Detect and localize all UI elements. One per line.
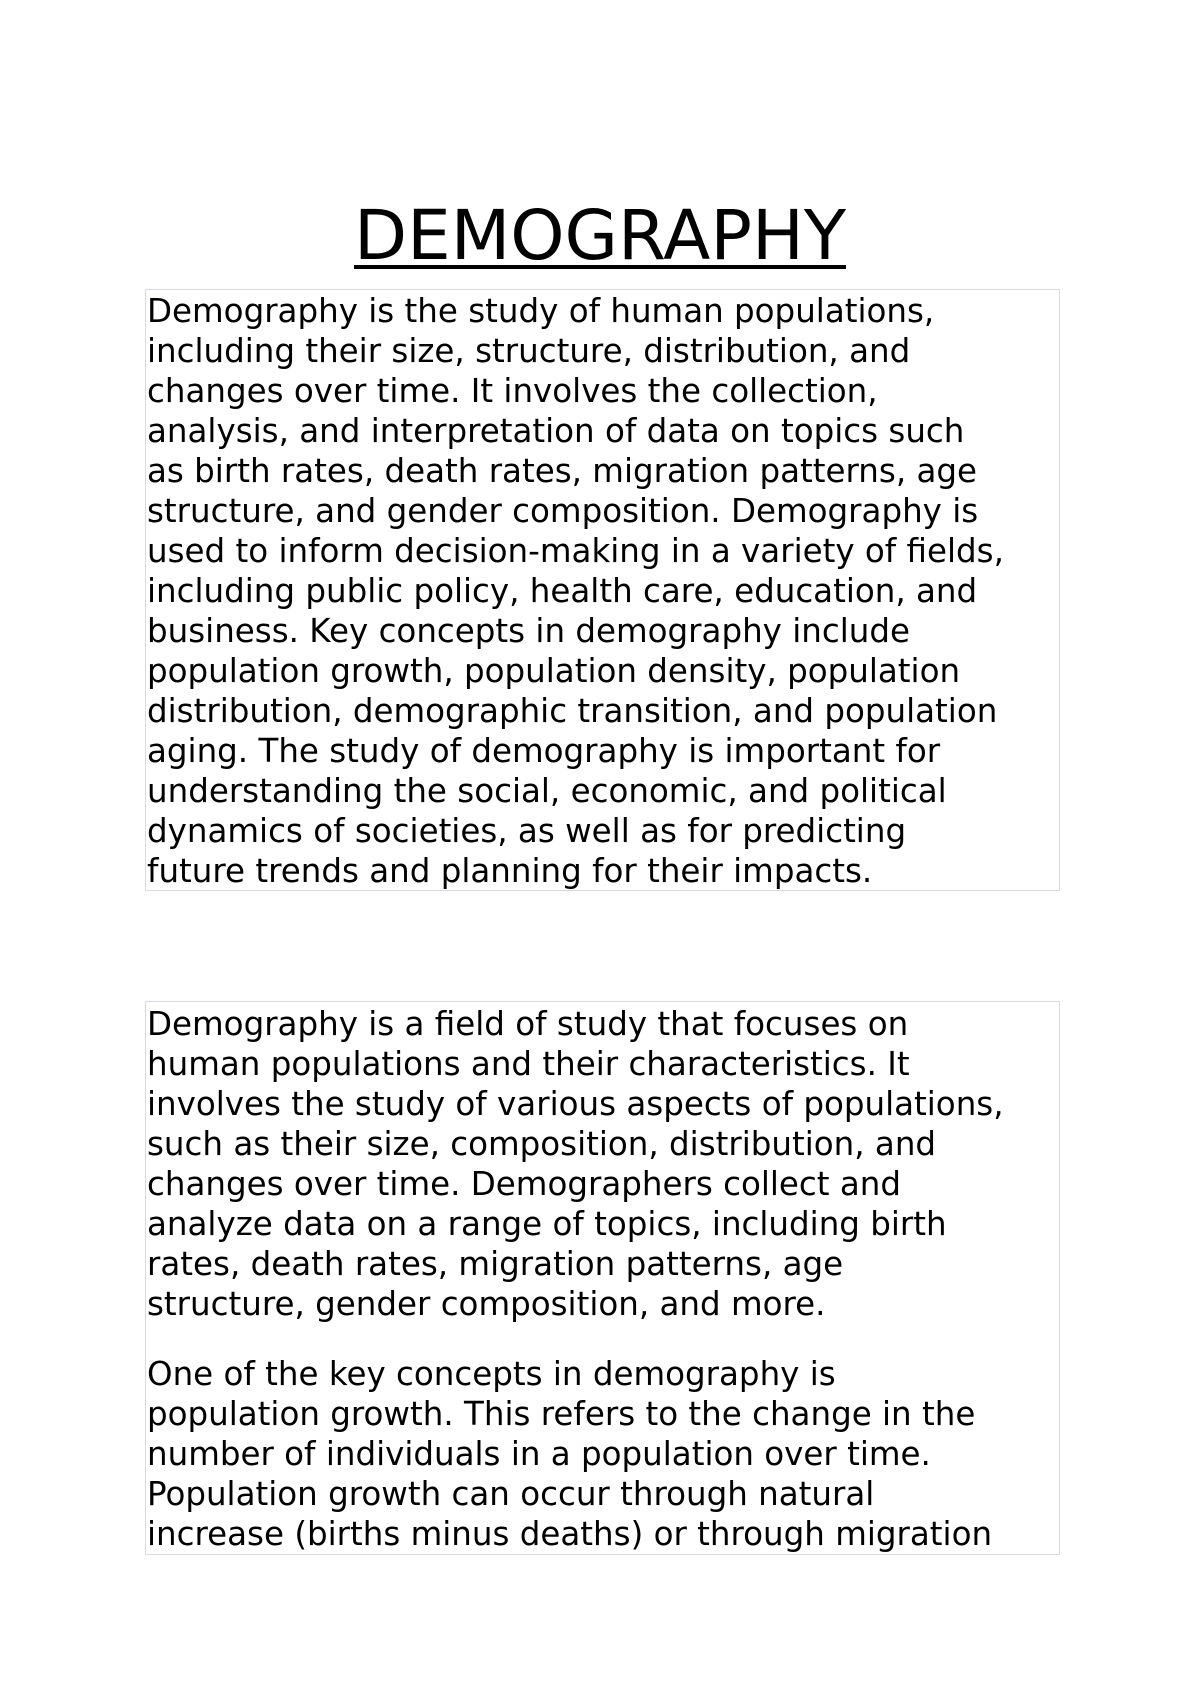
text-line: changes over time. It involves the collection,	[147, 372, 878, 410]
text-line: Demography is the study of human populations,	[147, 292, 935, 330]
text-box-1	[145, 289, 1060, 891]
text-line: understanding the social, economic, and political	[147, 772, 947, 810]
text-line: including public policy, health care, education, and	[147, 572, 978, 610]
paragraph	[147, 1004, 1059, 1324]
text-line: used to inform decision-making in a variety of fields,	[147, 532, 1004, 570]
text-line: aging. The study of demography is important for	[147, 732, 941, 770]
text-line: changes over time. Demographers collect and	[147, 1165, 901, 1203]
text-line: rates, death rates, migration patterns, age	[147, 1245, 844, 1283]
text-line: One of the key concepts in demography is	[147, 1355, 836, 1393]
text-line: including their size, structure, distribution, and	[147, 332, 911, 370]
text-line: structure, gender composition, and more.	[147, 1285, 826, 1323]
text-line: dynamics of societies, as well as for predicting	[147, 812, 907, 850]
text-line: such as their size, composition, distribution, and	[147, 1125, 937, 1163]
text-line: number of individuals in a population over time.	[147, 1435, 931, 1473]
text-line: human populations and their characteristics. It	[147, 1045, 910, 1083]
text-line: structure, and gender composition. Demography is	[147, 492, 979, 530]
text-line: as birth rates, death rates, migration patterns, age	[147, 452, 978, 490]
text-line: involves the study of various aspects of populations,	[147, 1085, 1004, 1123]
text-line: Population growth can occur through natural	[147, 1475, 875, 1513]
text-line: analysis, and interpretation of data on topics such	[147, 412, 965, 450]
text-line: distribution, demographic transition, and population	[147, 692, 998, 730]
text-line: increase (births minus deaths) or through migration	[147, 1515, 993, 1553]
text-line: analyze data on a range of topics, including birth	[147, 1205, 947, 1243]
page-title: DEMOGRAPHY	[353, 196, 847, 276]
paragraph	[147, 291, 1059, 891]
text-line: future trends and planning for their impacts.	[147, 852, 873, 890]
text-line: Demography is a field of study that focuses on	[147, 1005, 909, 1043]
paragraph	[147, 1354, 1059, 1554]
text-line: population growth. This refers to the change in the	[147, 1395, 976, 1433]
text-box-2	[145, 1001, 1060, 1555]
text-line: population growth, population density, population	[147, 652, 961, 690]
text-line: business. Key concepts in demography include	[147, 612, 910, 650]
